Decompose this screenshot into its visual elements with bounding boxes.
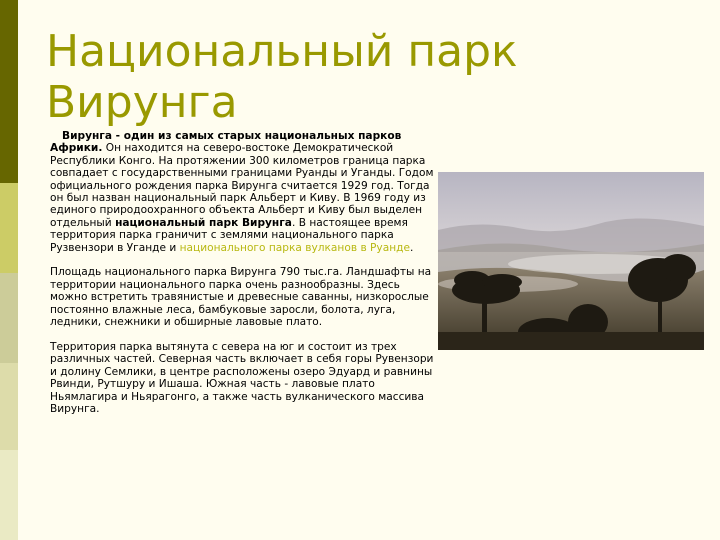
landscape-photo — [438, 172, 704, 350]
decorative-bar-lightest — [0, 450, 18, 540]
decorative-bar-lighter — [0, 363, 18, 450]
volcano-park-link[interactable]: национального парка вулканов в Руанде — [179, 241, 410, 254]
intro-text-a: Он находится на северо-востоке Демократической Республики Конго. На протяжении 300 километров граница парка совпадает с государственными границами Руанды и Уганды. Годом официального рождения парка Вирунга считается 1929 год. Тогда он был назван национальный парк Альберт и Киву. В 1969 году из единого природоохранного объекта Альберт и Киву был выделен отдельный — [50, 142, 434, 229]
intro-text-d: . — [409, 241, 414, 254]
intro-bold-park-name: национальный парк Вирунга — [115, 216, 292, 229]
paragraph-territory: Территория парка вытянута с севера на юг и состоит из трех различных частей. Северная часть включает в себя горы Рувензори и долину Семлики, в центре расположены озеро Эдуард и равнины Рвинди, Рутшуру и Ишаша. Южная часть - лавовые плато Ньямлагира и Ньярагонго, а также часть вулканического массива Вирунга. — [50, 340, 434, 415]
decorative-bar-dark — [0, 0, 18, 183]
slide-body — [50, 130, 434, 415]
paragraph-intro — [50, 130, 434, 254]
decorative-bar-light — [0, 273, 18, 363]
intro-text-c: . В настоящее время территория парка граничит с землями национального парка Рузвензори в Уганде и — [50, 216, 408, 254]
slide-title: Национальный парк Вирунга — [46, 26, 518, 128]
paragraph-area: Площадь национального парка Вирунга 790 тыс.га. Ландшафты на территории национального парка очень разнообразны. Здесь можно встретить травянистые и древесные саванны, низкорослые постоянно влажные леса, бамбуковые заросли, болота, луга, ледники, снежники и обширные лавовые плато. — [50, 266, 432, 329]
decorative-bar-mid — [0, 183, 18, 273]
intro-lead-bold: Вирунга - один из самых старых национальных парков Африки. — [50, 130, 402, 155]
